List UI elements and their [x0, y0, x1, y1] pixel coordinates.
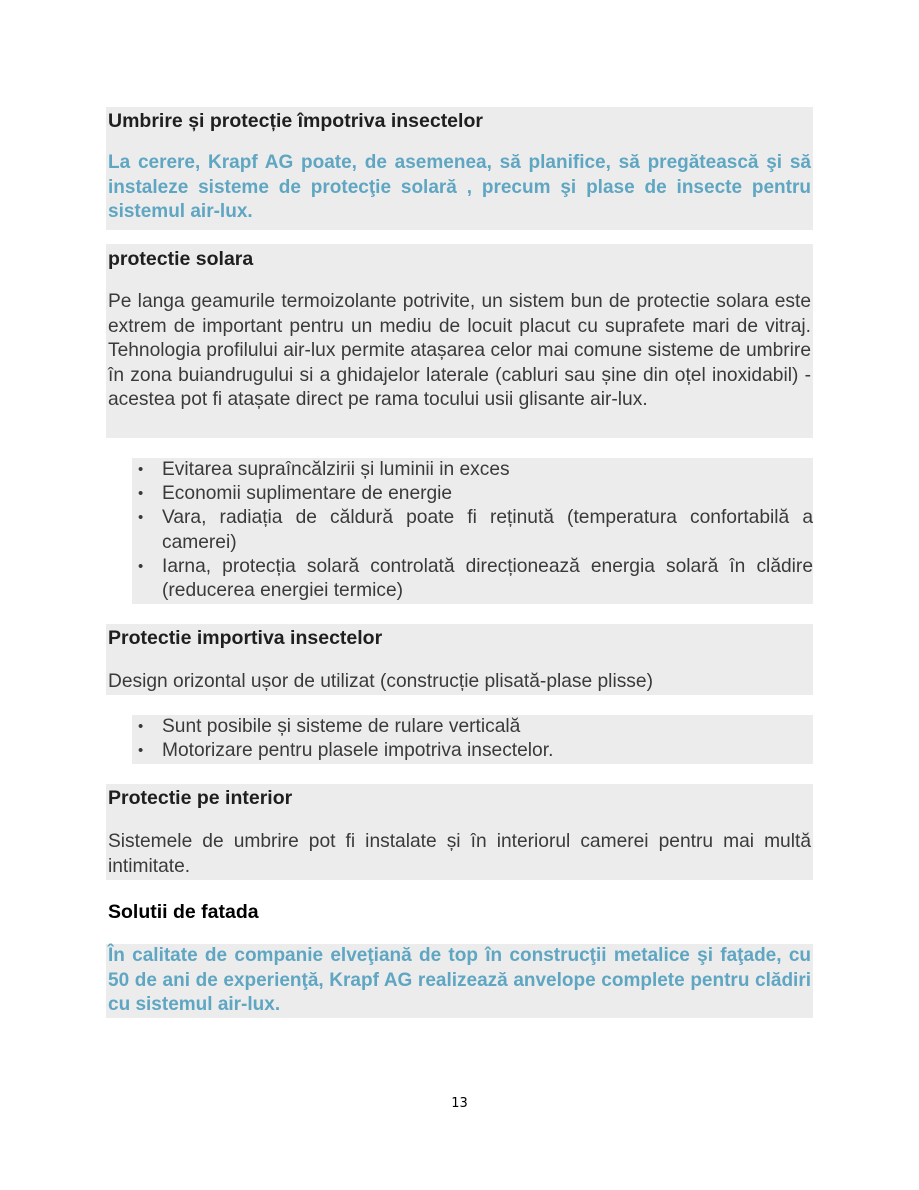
list-insect-options: [132, 715, 813, 764]
list-item: • Evitarea supraîncălzirii și luminii in exces: [132, 458, 813, 482]
heading-interior-protection: Protectie pe interior: [108, 787, 293, 809]
heading-shading-insect-protection: Umbrire și protecție împotriva insectelor: [108, 110, 483, 132]
list-item: • Economii suplimentare de energie: [132, 482, 813, 506]
list-item: • Sunt posibile și sisteme de rulare verticală: [132, 715, 813, 739]
list-item: • Iarna, protecția solară controlată direcționează energia solară în clădire (reducerea energiei termice): [138, 555, 813, 602]
heading-insect-protection: Protectie importiva insectelor: [108, 627, 383, 649]
paragraph-interior-protection: Sistemele de umbrire pot fi instalate și în interiorul camerei pentru mai multă intimitate.: [108, 831, 811, 877]
heading-facade-solutions: Solutii de fatada: [108, 901, 259, 923]
list-item: • Vara, radiația de căldură poate fi reținută (temperatura confortabilă a camerei): [138, 507, 813, 553]
list-solar-benefits: [132, 458, 813, 604]
bullet-icon: •: [138, 485, 144, 503]
paragraph-insect-protection: Design orizontal ușor de utilizat (construcție plisată-plase plisse): [108, 671, 653, 692]
lead-paragraph-krapf-services: La cerere, Krapf AG poate, de asemenea, să planifice, să pregătească şi să instaleze sisteme de protecţie solară , precum şi plase de insecte pentru sistemul air-lux.: [108, 152, 811, 222]
bullet-icon: •: [138, 461, 144, 478]
section-insect-protection: [106, 624, 813, 695]
section-shading-insect-protection: [106, 107, 813, 230]
bullet-icon: •: [138, 557, 144, 575]
bullet-icon: •: [138, 718, 144, 735]
paragraph-solar-protection: Pe langa geamurile termoizolante potrivite, un sistem bun de protectie solara este extrem de important pentru un mediu de locuit placut cu suprafete mari de vitraj. Tehnologia profilului air-lux permite atașarea celor mai comune sisteme de umbrire în zona buiandrugului si a ghidajelor laterale (cabluri sau șine din oțel inoxidabil) - acestea pot fi atașate direct pe rama tocului usii glisante air-lux.: [108, 291, 811, 410]
section-facade-solutions: [106, 944, 813, 1018]
section-solar-protection: [106, 244, 813, 438]
section-interior-protection: [106, 784, 813, 880]
list-item: • Motorizare pentru plasele impotriva insectelor.: [132, 739, 813, 763]
lead-paragraph-facade: În calitate de companie elveţiană de top în construcţii metalice şi faţade, cu 50 de ani de experienţă, Krapf AG realizează anvelope complete pentru clădiri cu sistemul air-lux.: [108, 945, 811, 1015]
page-number: 13: [451, 1096, 468, 1111]
bullet-icon: •: [138, 509, 144, 527]
bullet-icon: •: [138, 742, 144, 760]
heading-solar-protection: protectie solara: [108, 248, 254, 270]
